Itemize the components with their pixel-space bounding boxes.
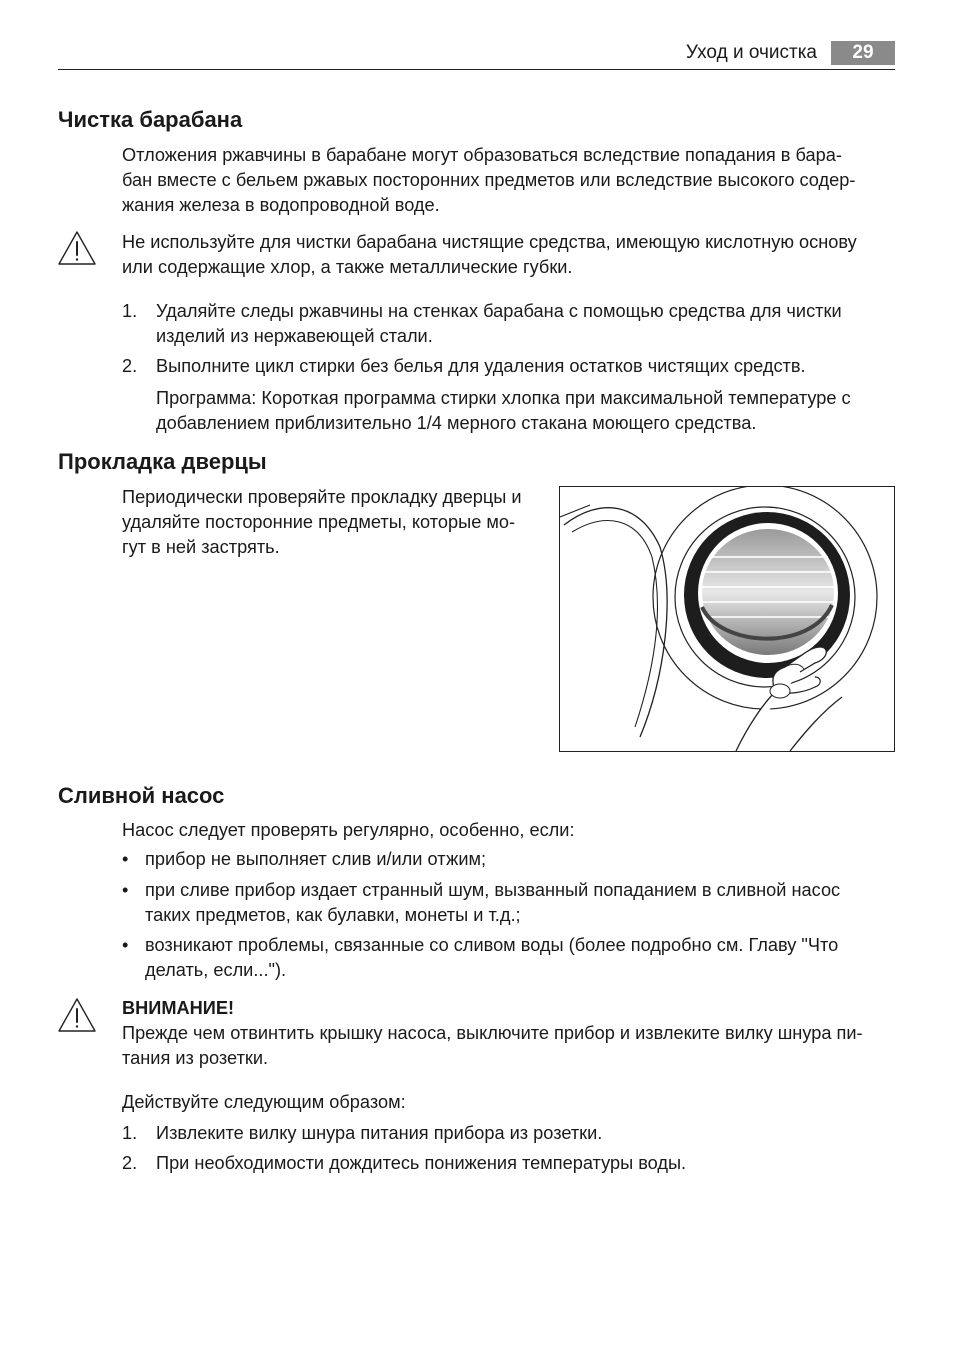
pump-bullet-2-line-2: таких предметов, как булавки, монеты и т.д.;: [145, 905, 521, 925]
page-number: 29: [831, 41, 895, 65]
drum-step-1-line-2: изделий из нержавеющей стали.: [156, 326, 433, 346]
pump-warning-title: ВНИМАНИЕ!: [122, 998, 235, 1018]
drum-warning-line-2: или содержащие хлор, а также металлические губки.: [122, 257, 573, 277]
drum-program-note-line-2: добавлением приблизительно 1/4 мерного стакана моющего средства.: [156, 413, 757, 433]
drum-program-note-line-1: Программа: Короткая программа стирки хлопка при максимальной температуре с: [156, 388, 851, 408]
pump-bullet-1-line-1: прибор не выполняет слив и/или отжим;: [145, 849, 487, 869]
drum-intro-line-3: жания железа в водопроводной воде.: [122, 195, 440, 215]
pump-bullet-2-marker: •: [122, 880, 129, 900]
pump-bullet-3-line-1: возникают проблемы, связанные со сливом воды (более подробно см. Главу "Что: [145, 935, 839, 955]
section-title-drain-pump: Сливной насос: [58, 783, 225, 808]
pump-warning-line-1: Прежде чем отвинтить крышку насоса, выключите прибор и извлеките вилку шнура пи-: [122, 1023, 863, 1043]
running-header-title: Уход и очистка: [685, 42, 817, 63]
drum-step-2-line-1: Выполните цикл стирки без белья для удаления остатков чистящих средств.: [156, 356, 806, 376]
pump-procedure-intro: Действуйте следующим образом:: [122, 1092, 406, 1112]
pump-intro: Насос следует проверять регулярно, особенно, если:: [122, 820, 575, 840]
drum-warning-line-1: Не используйте для чистки барабана чистящие средства, имеющую кислотную основу: [122, 232, 857, 252]
pump-step-2-text: При необходимости дождитесь понижения температуры воды.: [156, 1153, 687, 1173]
seal-text-line-1: Периодически проверяйте прокладку дверцы и: [122, 487, 522, 507]
pump-bullet-3-line-2: делать, если...").: [145, 960, 287, 980]
pump-step-1-number: 1.: [122, 1123, 138, 1143]
section-title-door-seal: Прокладка дверцы: [58, 449, 267, 474]
drum-step-1-number: 1.: [122, 301, 138, 321]
pump-step-2-number: 2.: [122, 1153, 138, 1173]
warning-triangle-icon: [57, 997, 97, 1033]
drum-intro-line-1: Отложения ржавчины в барабане могут образоваться вследствие попадания в бара-: [122, 145, 842, 165]
door-seal-illustration: [559, 486, 895, 752]
seal-text-line-2: удаляйте посторонние предметы, которые мо-: [122, 512, 516, 532]
drum-step-2-number: 2.: [122, 356, 138, 376]
warning-triangle-icon: [57, 230, 97, 266]
seal-text-line-3: гут в ней застрять.: [122, 537, 280, 557]
pump-step-1-text: Извлеките вилку шнура питания прибора из розетки.: [156, 1123, 603, 1143]
drum-intro-line-2: бан вместе с бельем ржавых посторонних предметов или вследствие высокого содер-: [122, 170, 856, 190]
pump-bullet-3-marker: •: [122, 935, 129, 955]
pump-warning-line-2: тания из розетки.: [122, 1048, 269, 1068]
drum-step-1-line-1: Удаляйте следы ржавчины на стенках барабана с помощью средства для чистки: [156, 301, 842, 321]
pump-bullet-2-line-1: при сливе прибор издает странный шум, вызванный попаданием в сливной насос: [145, 880, 841, 900]
pump-bullet-1-marker: •: [122, 849, 129, 869]
washing-machine-door-drawing: [560, 487, 894, 751]
header-divider: [58, 69, 895, 70]
section-title-drum: Чистка барабана: [58, 107, 243, 132]
